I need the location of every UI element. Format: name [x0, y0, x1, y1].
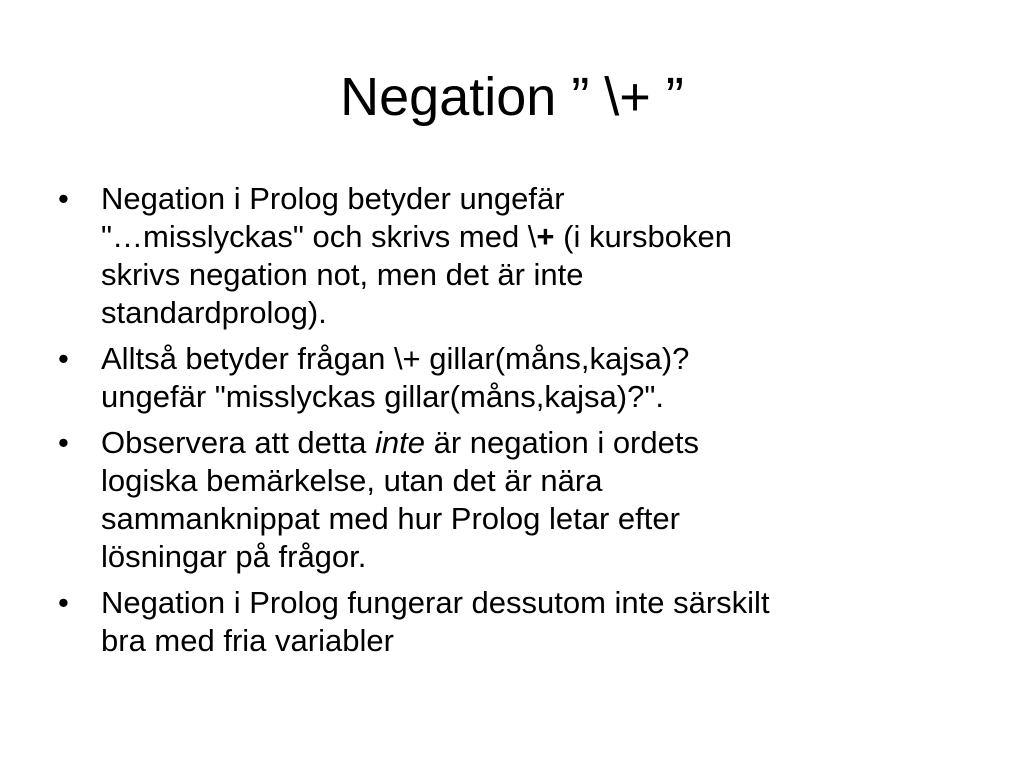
bullet-3-line-4: lösningar på frågor. [101, 539, 367, 574]
bullet-list [58, 180, 988, 668]
bullet-1-line-1: Negation i Prolog betyder ungefär [101, 181, 565, 216]
bullet-item-1 [58, 180, 988, 332]
bullet-2-line-1: Alltså betyder frågan \+ gillar(måns,kajsa)? [101, 341, 690, 376]
bullet-4-line-2: bra med fria variabler [101, 623, 394, 658]
bullet-1-line-4: standardprolog). [101, 295, 327, 330]
bullet-3-line-1-text: Observera att detta [101, 425, 375, 460]
bullet-marker: • [58, 585, 69, 620]
bullet-4-line-1: Negation i Prolog fungerar dessutom inte särskilt [101, 585, 770, 620]
bullet-3-italic-fragment: inte [374, 425, 425, 460]
bullet-marker: • [58, 181, 69, 216]
bullet-marker: • [58, 425, 69, 460]
bullet-3-after-italic: är negation i ordets [424, 425, 699, 460]
bullet-1-line-3: skrivs negation not, men det är inte [101, 257, 584, 292]
bullet-marker: • [58, 341, 69, 376]
bullet-item-4 [58, 584, 988, 660]
bullet-1-line-2-text: "…misslyckas" och skrivs med \ [101, 219, 537, 254]
bullet-2-line-2: ungefär "misslyckas gillar(måns,kajsa)?". [101, 379, 664, 414]
bullet-item-2 [58, 340, 988, 416]
bullet-item-3 [58, 424, 988, 576]
bullet-1-line-2 [101, 218, 988, 256]
bullet-1-after-bold: (i kursboken [554, 219, 732, 254]
slide-title: Negation ” \+ ” [340, 67, 684, 127]
bullet-3-line-2: logiska bemärkelse, utan det är nära [101, 463, 603, 498]
bullet-3-line-1 [101, 424, 988, 462]
bullet-1-bold-fragment: + [536, 219, 555, 254]
bullet-3-line-3: sammanknippat med hur Prolog letar efter [101, 501, 680, 536]
